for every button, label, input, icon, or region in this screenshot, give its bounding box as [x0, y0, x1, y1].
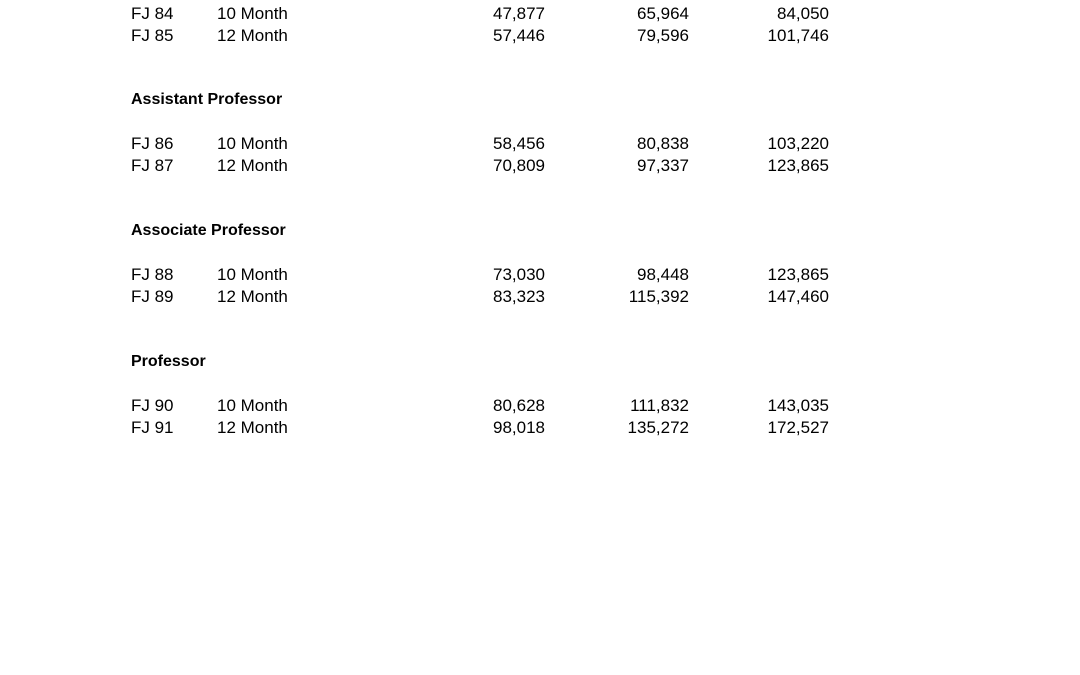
table-row — [0, 264, 1080, 286]
grade-code: FJ 88 — [131, 265, 174, 284]
salary-midpoint: 135,272 — [627, 418, 689, 437]
salary-maximum: 123,865 — [767, 265, 829, 284]
grade-code: FJ 90 — [131, 396, 174, 415]
contract-period: 12 Month — [217, 156, 288, 175]
grade-code: FJ 84 — [131, 4, 174, 23]
contract-period: 12 Month — [217, 418, 288, 437]
table-row — [0, 155, 1080, 177]
salary-minimum: 83,323 — [493, 287, 545, 306]
contract-period: 12 Month — [217, 287, 288, 306]
salary-midpoint: 111,832 — [630, 396, 689, 415]
contract-period: 10 Month — [217, 396, 288, 415]
grade-code: FJ 86 — [131, 134, 174, 153]
table-row — [0, 395, 1080, 417]
table-row — [0, 133, 1080, 155]
table-row — [0, 3, 1080, 25]
table-row — [0, 25, 1080, 47]
salary-midpoint: 65,964 — [637, 4, 689, 23]
section-heading: Associate Professor — [131, 222, 286, 239]
salary-minimum: 47,877 — [493, 4, 545, 23]
salary-minimum: 98,018 — [493, 418, 545, 437]
salary-maximum: 172,527 — [767, 418, 829, 437]
salary-midpoint: 79,596 — [637, 26, 689, 45]
section-heading: Assistant Professor — [131, 91, 283, 108]
salary-minimum: 57,446 — [493, 26, 545, 45]
salary-midpoint: 97,337 — [637, 156, 689, 175]
salary-maximum: 103,220 — [767, 134, 829, 153]
contract-period: 12 Month — [217, 26, 288, 45]
salary-minimum: 70,809 — [493, 156, 545, 175]
contract-period: 10 Month — [217, 134, 288, 153]
salary-maximum: 84,050 — [777, 4, 829, 23]
grade-code: FJ 87 — [131, 156, 174, 175]
table-row — [0, 417, 1080, 439]
salary-midpoint: 115,392 — [628, 287, 689, 306]
salary-minimum: 80,628 — [493, 396, 545, 415]
contract-period: 10 Month — [217, 265, 288, 284]
grade-code: FJ 89 — [131, 287, 174, 306]
table-row — [0, 286, 1080, 308]
salary-midpoint: 98,448 — [637, 265, 689, 284]
salary-midpoint: 80,838 — [637, 134, 689, 153]
grade-code: FJ 91 — [131, 418, 174, 437]
salary-minimum: 58,456 — [493, 134, 545, 153]
salary-maximum: 123,865 — [767, 156, 829, 175]
salary-maximum: 101,746 — [767, 26, 829, 45]
salary-minimum: 73,030 — [493, 265, 545, 284]
grade-code: FJ 85 — [131, 26, 174, 45]
section-heading: Professor — [131, 353, 206, 370]
contract-period: 10 Month — [217, 4, 288, 23]
salary-maximum: 143,035 — [767, 396, 829, 415]
salary-maximum: 147,460 — [767, 287, 829, 306]
